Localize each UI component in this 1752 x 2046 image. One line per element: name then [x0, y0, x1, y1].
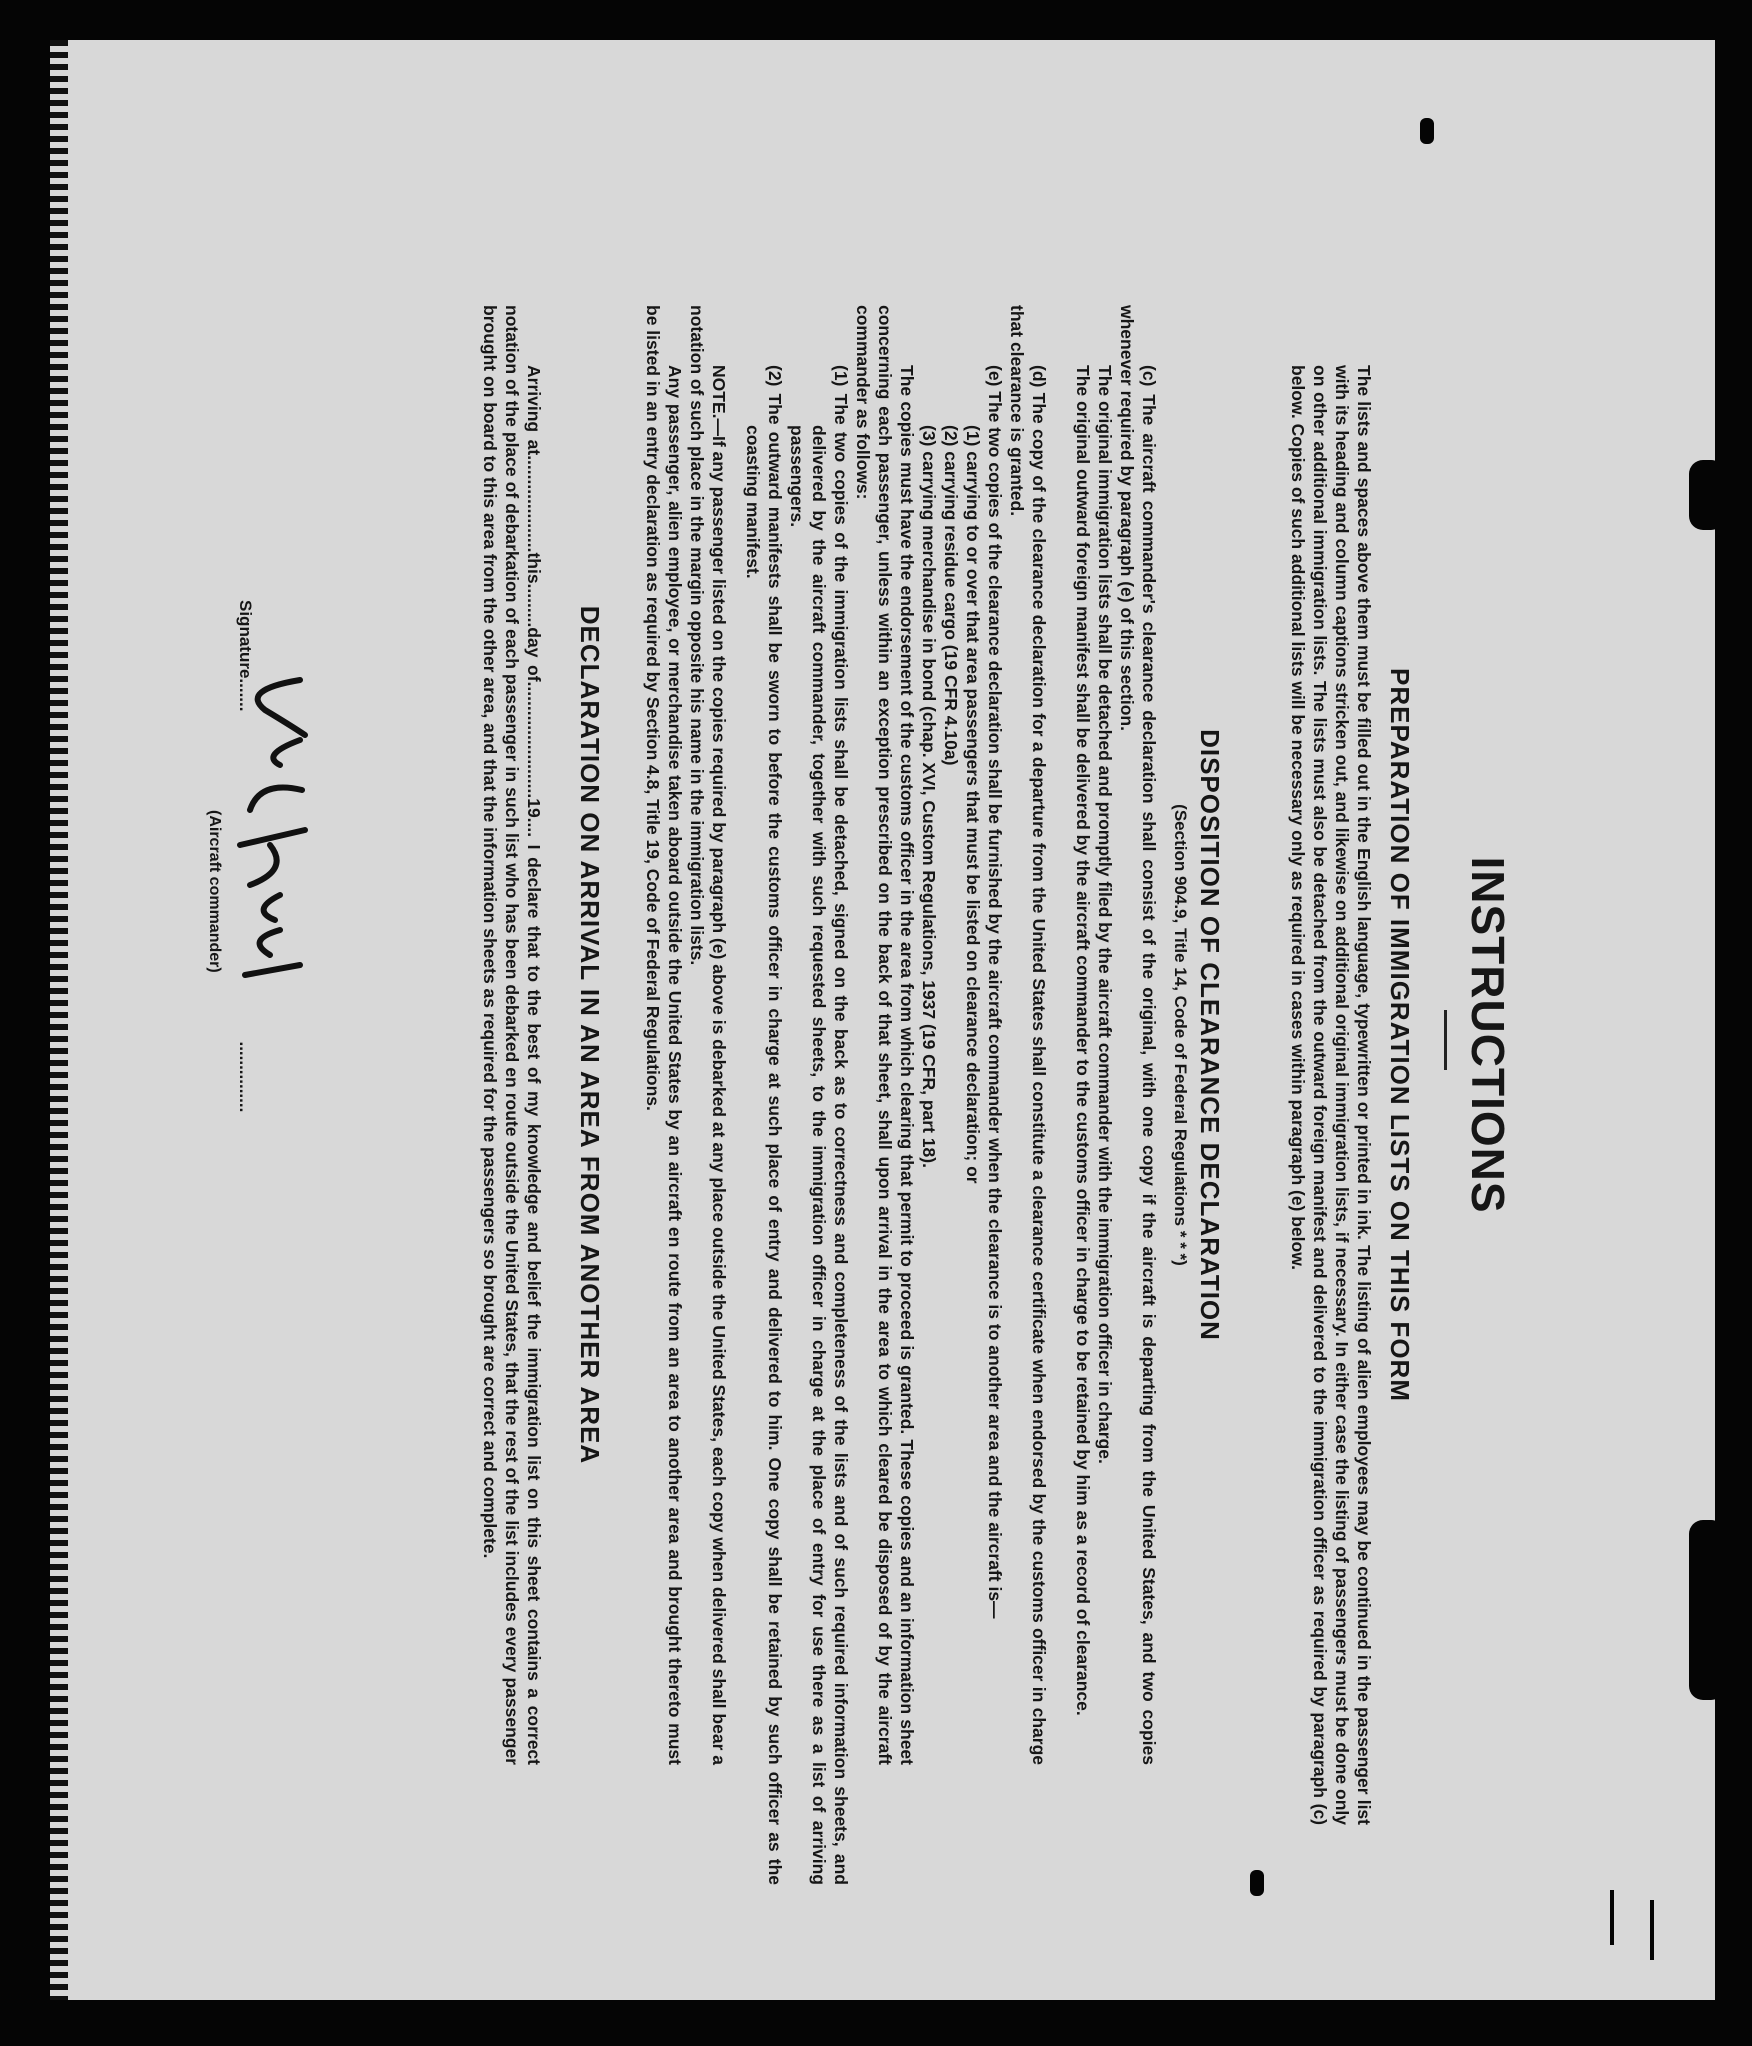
title-rule — [1444, 1010, 1447, 1070]
para-e1: (1) carrying to or over that area passengers that must be listed on clearance declaration; or — [963, 425, 983, 1184]
corner-mark — [1610, 1890, 1614, 1945]
arrival-text: Arriving at....................this.........day of........................19.... I declare that to the best of my knowledge and belief the immigration list on this sheet contains a correct notation of the place of debarkation of each passenger in such list who has been debarked en route outside the United States, that the rest of the list includes every passenger brought on board to this area from the other area, and that the information sheets as required for the passengers so brought are correct and complete. — [480, 305, 544, 1765]
para-c3: The original outward foreign manifest shall be delivered by the aircraft commander to the customs officer in charge to be retained by him as a record of clearance. — [1073, 365, 1093, 1716]
arrival-heading: DECLARATION ON ARRIVAL IN AN AREA FROM ANOTHER AREA — [575, 605, 605, 1465]
preparation-heading: PREPARATION OF IMMIGRATION LISTS ON THIS FORM — [1385, 668, 1415, 1402]
page-title: INSTRUCTIONS — [1462, 856, 1514, 1214]
disposition-citation: (Section 904.9, Title 14, Code of Federal Regulations * * *) — [1171, 804, 1190, 1266]
para-note: NOTE.—If any passenger listed on the copies required by paragraph (e) above is debarked at any place outside the United States, each copy when delivered shall bear a notation of such place in the margin opposite his name in the immigration lists. — [687, 305, 729, 1765]
para-c2: The original immigration lists shall be detached and promptly filed by the aircraft commander with the immigration officer in charge. — [1095, 365, 1115, 1464]
handwritten-signature — [230, 670, 320, 1000]
signature-dots: ............... — [236, 1041, 255, 1113]
para-e: (e) The two copies of the clearance declaration shall be furnished by the aircraft commander when the clearance is to another area and the aircraft is— — [985, 365, 1005, 1619]
torn-notch — [1689, 1520, 1715, 1700]
document-page — [50, 40, 1715, 2000]
para-endorse: The copies must have the endorsement of the customs officer in the area from which clearing that permit to proceed is granted. These copies and an information sheet concerning each passenger, unless within an exception prescribed on the back of that sheet, shall upon arrival in the area to which cleared be disposed of by the aircraft commander as follows: — [853, 305, 917, 1765]
preparation-text: The lists and spaces above them must be filled out in the English language, typewritten or printed in ink. The listing of alien employees may be continued in the passenger list with its heading and column captions stricken out, and likewise on additional original immigration lists, if necessary. In either case the listing of passengers must be done only on other additional immigration lists. The lists must also be detached from the outward foreign manifest and delivered to the immigration officer as required by paragraph (c) below. Copies of such additional lists will be necessary only as required in cases within paragraph (e) below. — [1288, 365, 1374, 1825]
corner-mark — [1650, 1900, 1654, 1960]
torn-edge — [1670, 40, 1715, 2000]
para-e2: (2) carrying residue cargo (19 CFR 4.10a) — [941, 425, 961, 766]
torn-notch — [1689, 460, 1715, 530]
rotated-content — [55, 110, 1535, 1960]
para-d: (d) The copy of the clearance declaration for a departure from the United States shall constitute a clearance certificate when endorsed by the customs officer in charge that clearance is granted. — [1007, 305, 1049, 1765]
para-f1: (1) The two copies of the immigration lists shall be detached, signed on the back as to correctness and completeness of the lists and of such required information sheets, and delivered by the aircraft commander, together with such requested sheets, to the immigration officer in charge at the place of entry for use there as a list of arriving passengers. — [787, 365, 851, 1885]
para-c: (c) The aircraft commander's clearance declaration shall consist of the original, with one copy if the aircraft is departing from the United States, and two copies whenever required by paragraph (e) of this section. — [1117, 305, 1159, 1765]
signature-caption: (Aircraft commander) — [206, 810, 223, 973]
para-f2: (2) The outward manifests shall be sworn to before the customs officer in charge at such place of entry and delivered to him. One copy shall be retained by such officer as the coasting manifest. — [743, 365, 785, 1885]
para-e3: (3) carrying merchandise in bond (chap. XVI, Custom Regulations, 1937 (19 CFR, part 18). — [919, 425, 939, 1168]
signature-label: Signature....... — [236, 600, 255, 712]
disposition-heading: DISPOSITION OF CLEARANCE DECLARATION — [1195, 729, 1225, 1341]
para-any: Any passenger, alien employee, or merchandise taken aboard outside the United States by an aircraft en route from an area to another area and brought thereto must be listed in an entry declaration as required by Section 4.8, Title 19, Code of Federal Regulations. — [643, 305, 685, 1765]
